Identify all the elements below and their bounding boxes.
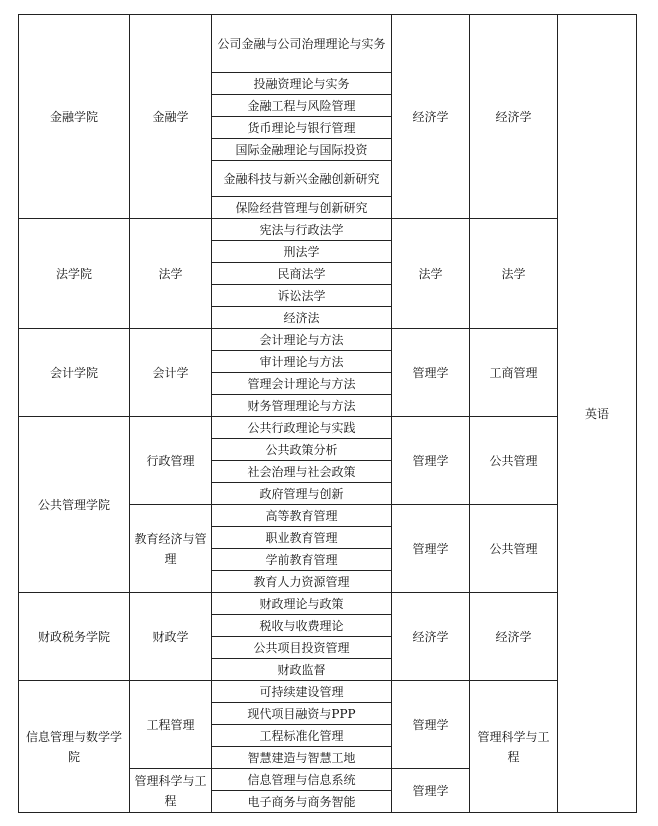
college-cell: 金融学院	[19, 15, 130, 219]
direction-cell: 智慧建造与智慧工地	[212, 747, 392, 769]
major-cell: 工程管理	[130, 681, 212, 769]
college-cell: 财政税务学院	[19, 593, 130, 681]
category-cell: 法学	[392, 219, 470, 329]
direction-cell: 可持续建设管理	[212, 681, 392, 703]
direction-cell: 信息管理与信息系统	[212, 769, 392, 791]
direction-cell: 刑法学	[212, 241, 392, 263]
field-cell: 工商管理	[470, 329, 558, 417]
direction-cell: 学前教育管理	[212, 549, 392, 571]
direction-cell: 高等教育管理	[212, 505, 392, 527]
field-cell: 公共管理	[470, 417, 558, 505]
direction-cell: 金融工程与风险管理	[212, 95, 392, 117]
college-cell: 公共管理学院	[19, 417, 130, 593]
language-cell: 英语	[558, 15, 637, 813]
major-cell: 金融学	[130, 15, 212, 219]
direction-cell: 公共政策分析	[212, 439, 392, 461]
direction-cell: 保险经营管理与创新研究	[212, 197, 392, 219]
major-cell: 法学	[130, 219, 212, 329]
college-cell: 法学院	[19, 219, 130, 329]
category-cell: 经济学	[392, 593, 470, 681]
college-cell: 信息管理与数学学院	[19, 681, 130, 813]
direction-cell: 社会治理与社会政策	[212, 461, 392, 483]
major-cell: 教育经济与管理	[130, 505, 212, 593]
table-row	[19, 417, 637, 439]
direction-cell: 经济法	[212, 307, 392, 329]
direction-cell: 民商法学	[212, 263, 392, 285]
direction-cell: 诉讼法学	[212, 285, 392, 307]
table-row	[19, 219, 637, 241]
college-cell: 会计学院	[19, 329, 130, 417]
direction-cell: 宪法与行政法学	[212, 219, 392, 241]
major-cell: 会计学	[130, 329, 212, 417]
direction-cell: 金融科技与新兴金融创新研究	[212, 161, 392, 197]
direction-cell: 财政理论与政策	[212, 593, 392, 615]
direction-cell: 工程标准化管理	[212, 725, 392, 747]
table-row	[19, 329, 637, 351]
major-cell: 财政学	[130, 593, 212, 681]
category-cell: 管理学	[392, 505, 470, 593]
direction-cell: 管理会计理论与方法	[212, 373, 392, 395]
direction-cell: 现代项目融资与PPP	[212, 703, 392, 725]
table-row	[19, 681, 637, 703]
direction-cell: 电子商务与商务智能	[212, 791, 392, 813]
major-cell: 管理科学与工程	[130, 769, 212, 813]
direction-cell: 会计理论与方法	[212, 329, 392, 351]
direction-cell: 职业教育管理	[212, 527, 392, 549]
direction-cell: 税收与收费理论	[212, 615, 392, 637]
direction-cell: 国际金融理论与国际投资	[212, 139, 392, 161]
category-cell: 管理学	[392, 417, 470, 505]
category-cell: 管理学	[392, 769, 470, 813]
category-cell: 管理学	[392, 329, 470, 417]
direction-cell: 货币理论与银行管理	[212, 117, 392, 139]
table-row	[19, 15, 637, 73]
table-row	[19, 593, 637, 615]
field-cell: 管理科学与工程	[470, 681, 558, 813]
direction-cell: 审计理论与方法	[212, 351, 392, 373]
direction-cell: 公共项目投资管理	[212, 637, 392, 659]
direction-cell: 财务管理理论与方法	[212, 395, 392, 417]
category-cell: 管理学	[392, 681, 470, 769]
program-table	[18, 14, 637, 813]
direction-cell: 公共行政理论与实践	[212, 417, 392, 439]
major-cell: 行政管理	[130, 417, 212, 505]
direction-cell: 财政监督	[212, 659, 392, 681]
direction-cell: 教育人力资源管理	[212, 571, 392, 593]
direction-cell: 政府管理与创新	[212, 483, 392, 505]
direction-cell: 公司金融与公司治理理论与实务	[212, 15, 392, 73]
category-cell: 经济学	[392, 15, 470, 219]
direction-cell: 投融资理论与实务	[212, 73, 392, 95]
field-cell: 法学	[470, 219, 558, 329]
field-cell: 经济学	[470, 15, 558, 219]
field-cell: 公共管理	[470, 505, 558, 593]
field-cell: 经济学	[470, 593, 558, 681]
